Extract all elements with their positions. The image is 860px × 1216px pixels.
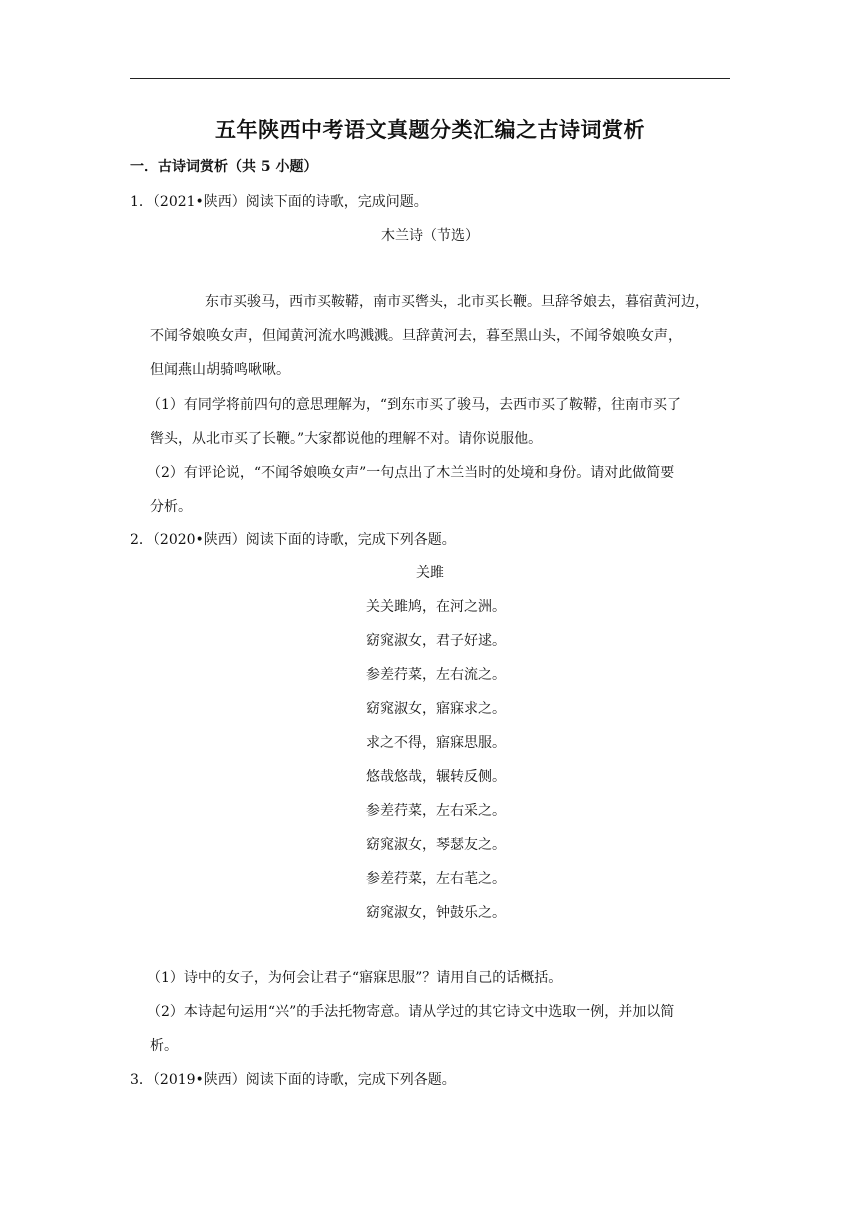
question-2-poem-line: 求之不得，寤寐思服。: [366, 735, 506, 751]
question-1-stem: 1．（2021•陕西）阅读下面的诗歌，完成问题。: [130, 194, 428, 210]
question-2-subquestion-2: （2）本诗起句运用“兴”的手法托物寄意。请从学过的其它诗文中选取一例，并加以简: [147, 1004, 675, 1020]
question-2-poem-line: 参差荇菜，左右流之。: [366, 667, 506, 683]
question-2-stem: 2．（2020•陕西）阅读下面的诗歌，完成下列各题。: [130, 532, 456, 548]
question-2-poem-title: 关雎: [416, 565, 444, 581]
question-2-poem-line: 参差荇菜，左右芼之。: [366, 871, 506, 887]
question-1-subquestion-2-cont: 分析。: [150, 499, 192, 515]
question-2-subquestion-2-cont: 析。: [150, 1038, 178, 1054]
question-2-poem-line: 窈窕淑女，琴瑟友之。: [366, 837, 506, 853]
question-2-poem-line: 窈窕淑女，君子好逑。: [366, 633, 506, 649]
question-2-poem-line: 悠哉悠哉，辗转反侧。: [366, 769, 506, 785]
question-2-poem-line: 窈窕淑女，钟鼓乐之。: [366, 905, 506, 921]
header-rule: [130, 78, 730, 79]
question-1-subquestion-1-cont: 辔头，从北市买了长鞭。”大家都说他的理解不对。请你说服他。: [150, 431, 543, 447]
question-1-poem-line: 但闻燕山胡骑鸣啾啾。: [150, 362, 290, 378]
question-1-poem-title: 木兰诗（节选）: [381, 228, 479, 244]
question-3-stem: 3．（2019•陕西）阅读下面的诗歌，完成下列各题。: [130, 1072, 456, 1088]
section-heading: 一．古诗词赏析（共 5 小题）: [130, 159, 318, 175]
question-2-subquestion-1: （1）诗中的女子，为何会让君子“寤寐思服”？请用自己的话概括。: [147, 970, 563, 986]
question-2-poem-line: 窈窕淑女，寤寐求之。: [366, 701, 506, 717]
question-1-subquestion-2: （2）有评论说，“不闻爷娘唤女声”一句点出了木兰当时的处境和身份。请对此做简要: [147, 465, 675, 481]
question-1-poem-line: 东市买骏马，西市买鞍鞯，南市买辔头，北市买长鞭。旦辞爷娘去，暮宿黄河边，: [205, 294, 709, 310]
question-2-poem-line: 参差荇菜，左右采之。: [366, 803, 506, 819]
question-1-poem-line: 不闻爷娘唤女声，但闻黄河流水鸣溅溅。旦辞黄河去，暮至黑山头，不闻爷娘唤女声，: [150, 328, 682, 344]
question-1-subquestion-1: （1）有同学将前四句的意思理解为，“到东市买了骏马，去西市买了鞍鞯，往南市买了: [147, 397, 682, 413]
question-2-poem-line: 关关雎鸠，在河之洲。: [366, 599, 506, 615]
document-title: 五年陕西中考语文真题分类汇编之古诗词赏析: [215, 117, 645, 142]
